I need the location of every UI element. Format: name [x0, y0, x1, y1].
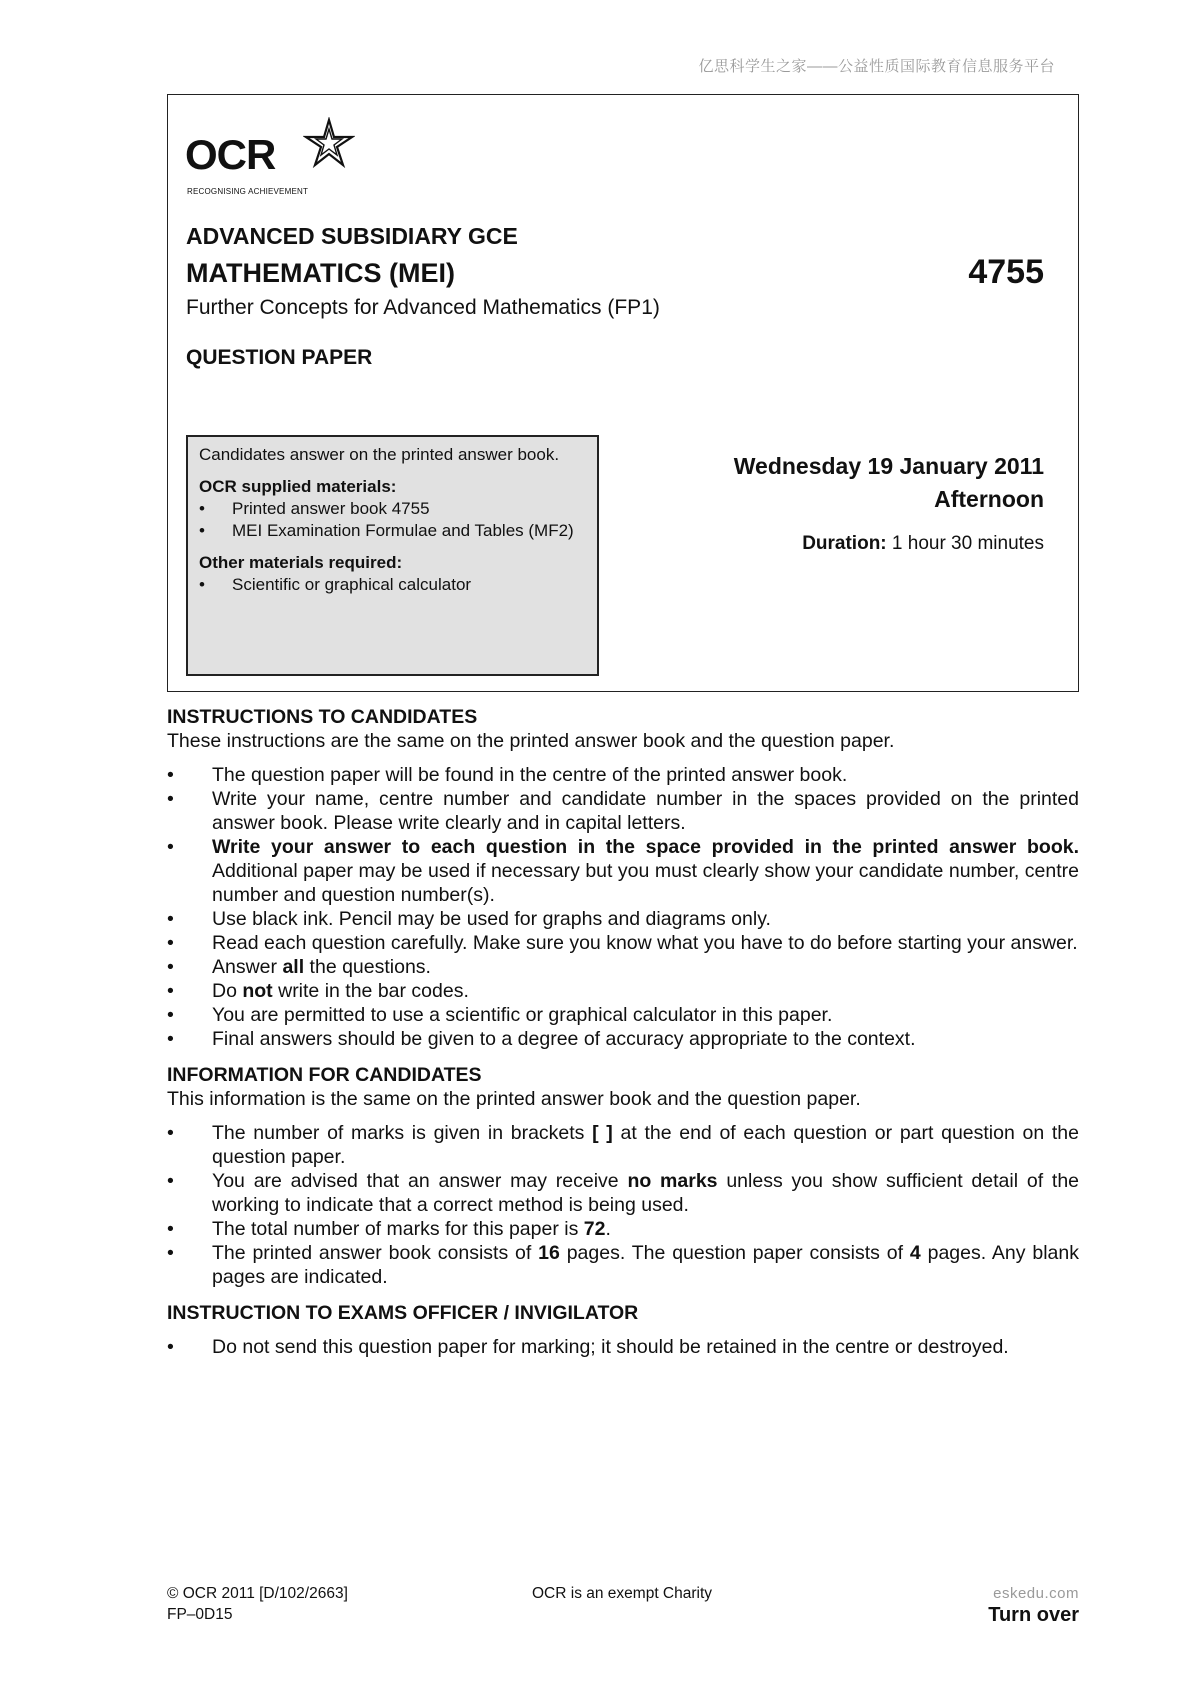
subject-title: MATHEMATICS (MEI) [186, 258, 455, 288]
list-item: • The printed answer book consists of 16 pages. The question paper consists of 4 pages. Any blank pages are indicated. [167, 1242, 1079, 1288]
logo-text: OCR [185, 131, 276, 178]
ocr-logo [185, 117, 355, 197]
list-item: • Do not write in the bar codes. [167, 980, 469, 1002]
supplied-materials-heading: OCR supplied materials: [199, 477, 397, 496]
instructions-list [167, 763, 1079, 1051]
other-item: • Scientific or graphical calculator [199, 575, 472, 594]
officer-heading: INSTRUCTION TO EXAMS OFFICER / INVIGILATOR [167, 1302, 639, 1324]
list-item: • You are permitted to use a scientific or graphical calculator in this paper. [167, 1004, 833, 1026]
list-item: • You are advised that an answer may receive no marks unless you show sufficient detail of the working to indicate that a correct method is being used. [167, 1170, 1080, 1216]
unit-title: Further Concepts for Advanced Mathematics (FP1) [186, 296, 660, 319]
copyright-notice: © OCR 2011 [D/102/2663] [167, 1585, 348, 1602]
supplied-item: • Printed answer book 4755 [199, 499, 430, 518]
supplied-item: • MEI Examination Formulae and Tables (MF2) [199, 521, 574, 540]
list-item: • The question paper will be found in the centre of the printed answer book. [167, 764, 848, 786]
materials-intro: Candidates answer on the printed answer book. [199, 445, 560, 464]
turn-over-label: Turn over [988, 1604, 1079, 1626]
paper-reference: FP–0D15 [167, 1606, 233, 1623]
materials-box [186, 435, 599, 676]
list-item: • Write your name, centre number and candidate number in the spaces provided on the printed answer book. Please write clearly and in capital letters. [167, 788, 1079, 834]
list-item: • The number of marks is given in brackets [ ] at the end of each question or part question on the question paper. [167, 1122, 1079, 1168]
information-list [167, 1121, 1079, 1289]
list-item: • Final answers should be given to a degree of accuracy appropriate to the context. [167, 1028, 916, 1050]
candidate-information [167, 705, 1079, 1359]
site-watermark: eskedu.com [993, 1585, 1079, 1602]
logo-tagline: RECOGNISING ACHIEVEMENT [187, 187, 309, 196]
other-materials-heading: Other materials required: [199, 553, 403, 572]
paper-type: QUESTION PAPER [186, 346, 373, 369]
cover-box [167, 94, 1079, 692]
instructions-heading: INSTRUCTIONS TO CANDIDATES [167, 706, 478, 728]
list-item: • Write your answer to each question in the space provided in the printed answer book. Additional paper may be used if necessary but you must clearly show your candidate number, centre number and question number(s). [167, 836, 1079, 906]
exam-date: Wednesday 19 January 2011 [733, 453, 1044, 479]
list-item: • Answer all the questions. [167, 956, 431, 978]
list-item: • Do not send this question paper for marking; it should be retained in the centre or destroyed. [167, 1336, 1009, 1358]
paper-code: 4755 [968, 253, 1044, 291]
information-heading: INFORMATION FOR CANDIDATES [167, 1064, 482, 1086]
qualification-level: ADVANCED SUBSIDIARY GCE [186, 223, 518, 249]
charity-notice: OCR is an exempt Charity [532, 1585, 713, 1602]
list-item: • Read each question carefully. Make sure you know what you have to do before starting your answer. [167, 932, 1078, 954]
list-item: • Use black ink. Pencil may be used for graphs and diagrams only. [167, 908, 771, 930]
exam-duration: Duration: 1 hour 30 minutes [802, 533, 1044, 554]
exam-session: Afternoon [934, 486, 1044, 512]
footer-left [167, 1583, 348, 1625]
star-icon [303, 117, 355, 169]
exam-schedule [734, 453, 1044, 555]
watermark-header: 亿思科学生之家——公益性质国际教育信息服务平台 [698, 58, 1055, 75]
list-item: • The total number of marks for this paper is 72. [167, 1218, 611, 1240]
instructions-intro: These instructions are the same on the printed answer book and the question paper. [167, 730, 895, 752]
officer-list [167, 1335, 1079, 1359]
information-intro: This information is the same on the printed answer book and the question paper. [167, 1088, 861, 1110]
footer-right [988, 1583, 1079, 1626]
